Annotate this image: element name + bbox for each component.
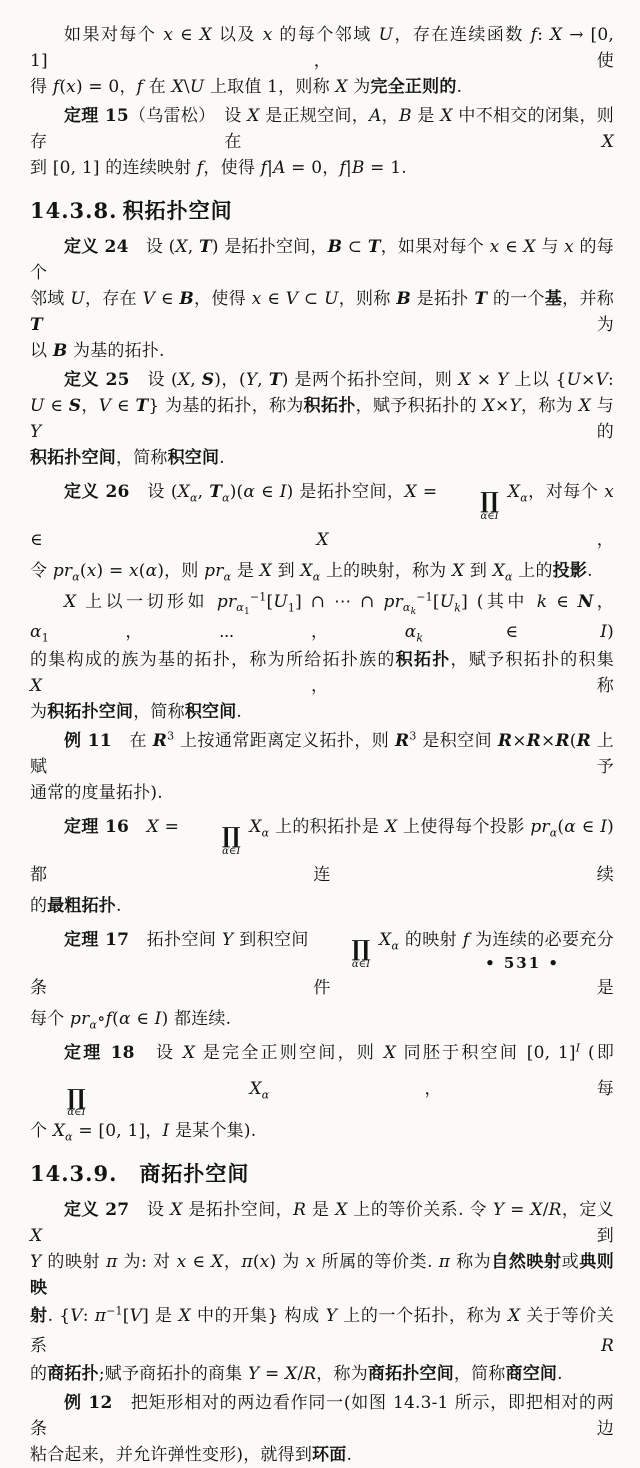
definition-25-product-topology <box>30 367 614 471</box>
text-line: 的集构成的族为基的拓扑，称为所给拓扑族的积拓扑，赋予积拓扑的积集 X，称 <box>30 649 614 696</box>
text-line: Y 的映射 π 为: 对 x ∈ X，π(x) 为 x 所属的等价类. π 称为自然映射或典则映 <box>30 1252 614 1299</box>
example-12 <box>30 1390 614 1468</box>
text-line: 的最粗拓扑. <box>30 895 122 916</box>
text-line: 定义 24 设 (X, T) 是拓扑空间，B ⊂ T，如果对每个 x ∈ X 与 x 的每个 <box>30 237 614 283</box>
text-line: 积拓扑空间，简称积空间. <box>30 448 225 468</box>
text-line: 定义 27 设 X 是拓扑空间，R 是 X 上的等价关系. 令 Y = X/R，定义 X 到 <box>30 1200 614 1247</box>
text-line: 的商拓扑;赋予商拓扑的商集 Y = X/R，称为商拓扑空间，简称商空间. <box>30 1364 563 1385</box>
text-line: 定义 25 设 (X, S)，(Y, T) 是两个拓扑空间，则 X × Y 上以 {U×V: <box>64 370 614 390</box>
definition-27-quotient <box>30 1197 614 1387</box>
example-11 <box>30 728 614 806</box>
section-heading-14-3-8: 14.3.8. 积拓扑空间 <box>30 198 233 223</box>
text-line: 令 $pr_\alpha(x) = x(\alpha)$，则 $pr_\alpha$ 是 X 到 $X_\alpha$ 上的映射，称为 X 到 $X_\alpha$ 上的投影. <box>30 560 593 584</box>
text-line: 到 [0, 1] 的连续映射 f，使得 f|A = 0，f|B = 1. <box>30 158 407 178</box>
section-heading-14-3-9: 14.3.9. 商拓扑空间 <box>30 1161 250 1187</box>
theorem-17 <box>30 922 614 1032</box>
text-line: 定理 16 X = ∏ α∈I $X_\alpha$ 上的积拓扑是 X 上使得每个投影 $pr_\alpha(\alpha$ ∈ I) 都连续 <box>30 816 614 885</box>
text-line: 定理 17 拓扑空间 Y 到积空间 ∏ α∈I $X_\alpha$ 的映射 f 为连续的必要充分条件是 <box>30 929 615 998</box>
text-line: 粘合起来，并允许弹性变形)，就得到环面. <box>30 1445 353 1466</box>
theorem-16 <box>30 809 614 919</box>
text-line: 如果对每个 x ∈ X 以及 x 的每个邻域 U，存在连续函数 f: X → [0, 1]，使 <box>30 25 614 71</box>
page-number: • 531 • <box>485 954 560 972</box>
paragraph-completely-regular <box>30 22 614 100</box>
text-line: 得 f(x) = 0，f 在 X\U 上取值 1，则称 X 为完全正则的. <box>30 77 463 97</box>
theorem-18 <box>30 1035 614 1145</box>
text-line: 定理 18 设 X 是完全正则空间，则 X 同胚于积空间 [0, 1]$^I$ (即 ∏ α∈I $X_\alpha$，每 <box>64 1040 615 1119</box>
text-line: 例 11 在 $R^3$ 上按通常距离定义拓扑，则 $R^3$ 是积空间 R×R×R(R 上赋予 <box>30 729 614 777</box>
text-line: 定理 15（乌雷松） 设 X 是正规空间，A，B 是 X 中不相交的闭集，则存在 X <box>30 106 614 152</box>
text-line: 个 $X_\alpha = [0$, 1]，I 是某个集). <box>30 1121 257 1144</box>
text-line: 定义 26 设 ($X_\alpha$, $T_\alpha)(\alpha$ ∈ I) 是拓扑空间，X = ∏ α∈I $X_\alpha$，对每个 x ∈ X， <box>30 482 615 550</box>
text-line: 每个 $pr_\alpha\circ f(\alpha$ ∈ I) 都连续. <box>30 1008 232 1031</box>
text-line: X 上以一切形如 $pr_{\alpha_1}^{-1}[U_1]$ ∩ ⋯ ∩ $pr_{\alpha_k}^{-1}[U_k]$ (其中 k ∈ N，$\alpha_1$，⋯，$\alpha_k$ ∈ I) <box>30 590 614 645</box>
definition-26-projection <box>30 474 614 584</box>
text-line: U ∈ S，V ∈ T} 为基的拓扑，称为积拓扑，赋予积拓扑的 X×Y，称为 X 与 Y 的 <box>30 396 614 442</box>
theorem-15-urysohn <box>30 103 614 181</box>
paragraph-product-topology-family <box>30 587 614 725</box>
text-line: 邻域 U，存在 V ∈ B，使得 x ∈ V ⊂ U，则称 B 是拓扑 T 的一个基，并称 T 为 <box>30 289 614 335</box>
text-line: 例 12 把矩形相对的两边看作同一(如图 14.3-1 所示，即把相对的两条边 <box>30 1393 614 1440</box>
definition-24-base <box>30 234 614 364</box>
text-line: 为积拓扑空间，简称积空间. <box>30 701 243 722</box>
text-line: 通常的度量拓扑). <box>30 782 163 803</box>
text-line: 射. {V: $\pi^{-1}[V]$ 是 X 中的开集} 构成 Y 上的一个拓扑，称为 X 关于等价关系 R <box>30 1304 615 1357</box>
text-line: 以 B 为基的拓扑. <box>30 341 165 361</box>
